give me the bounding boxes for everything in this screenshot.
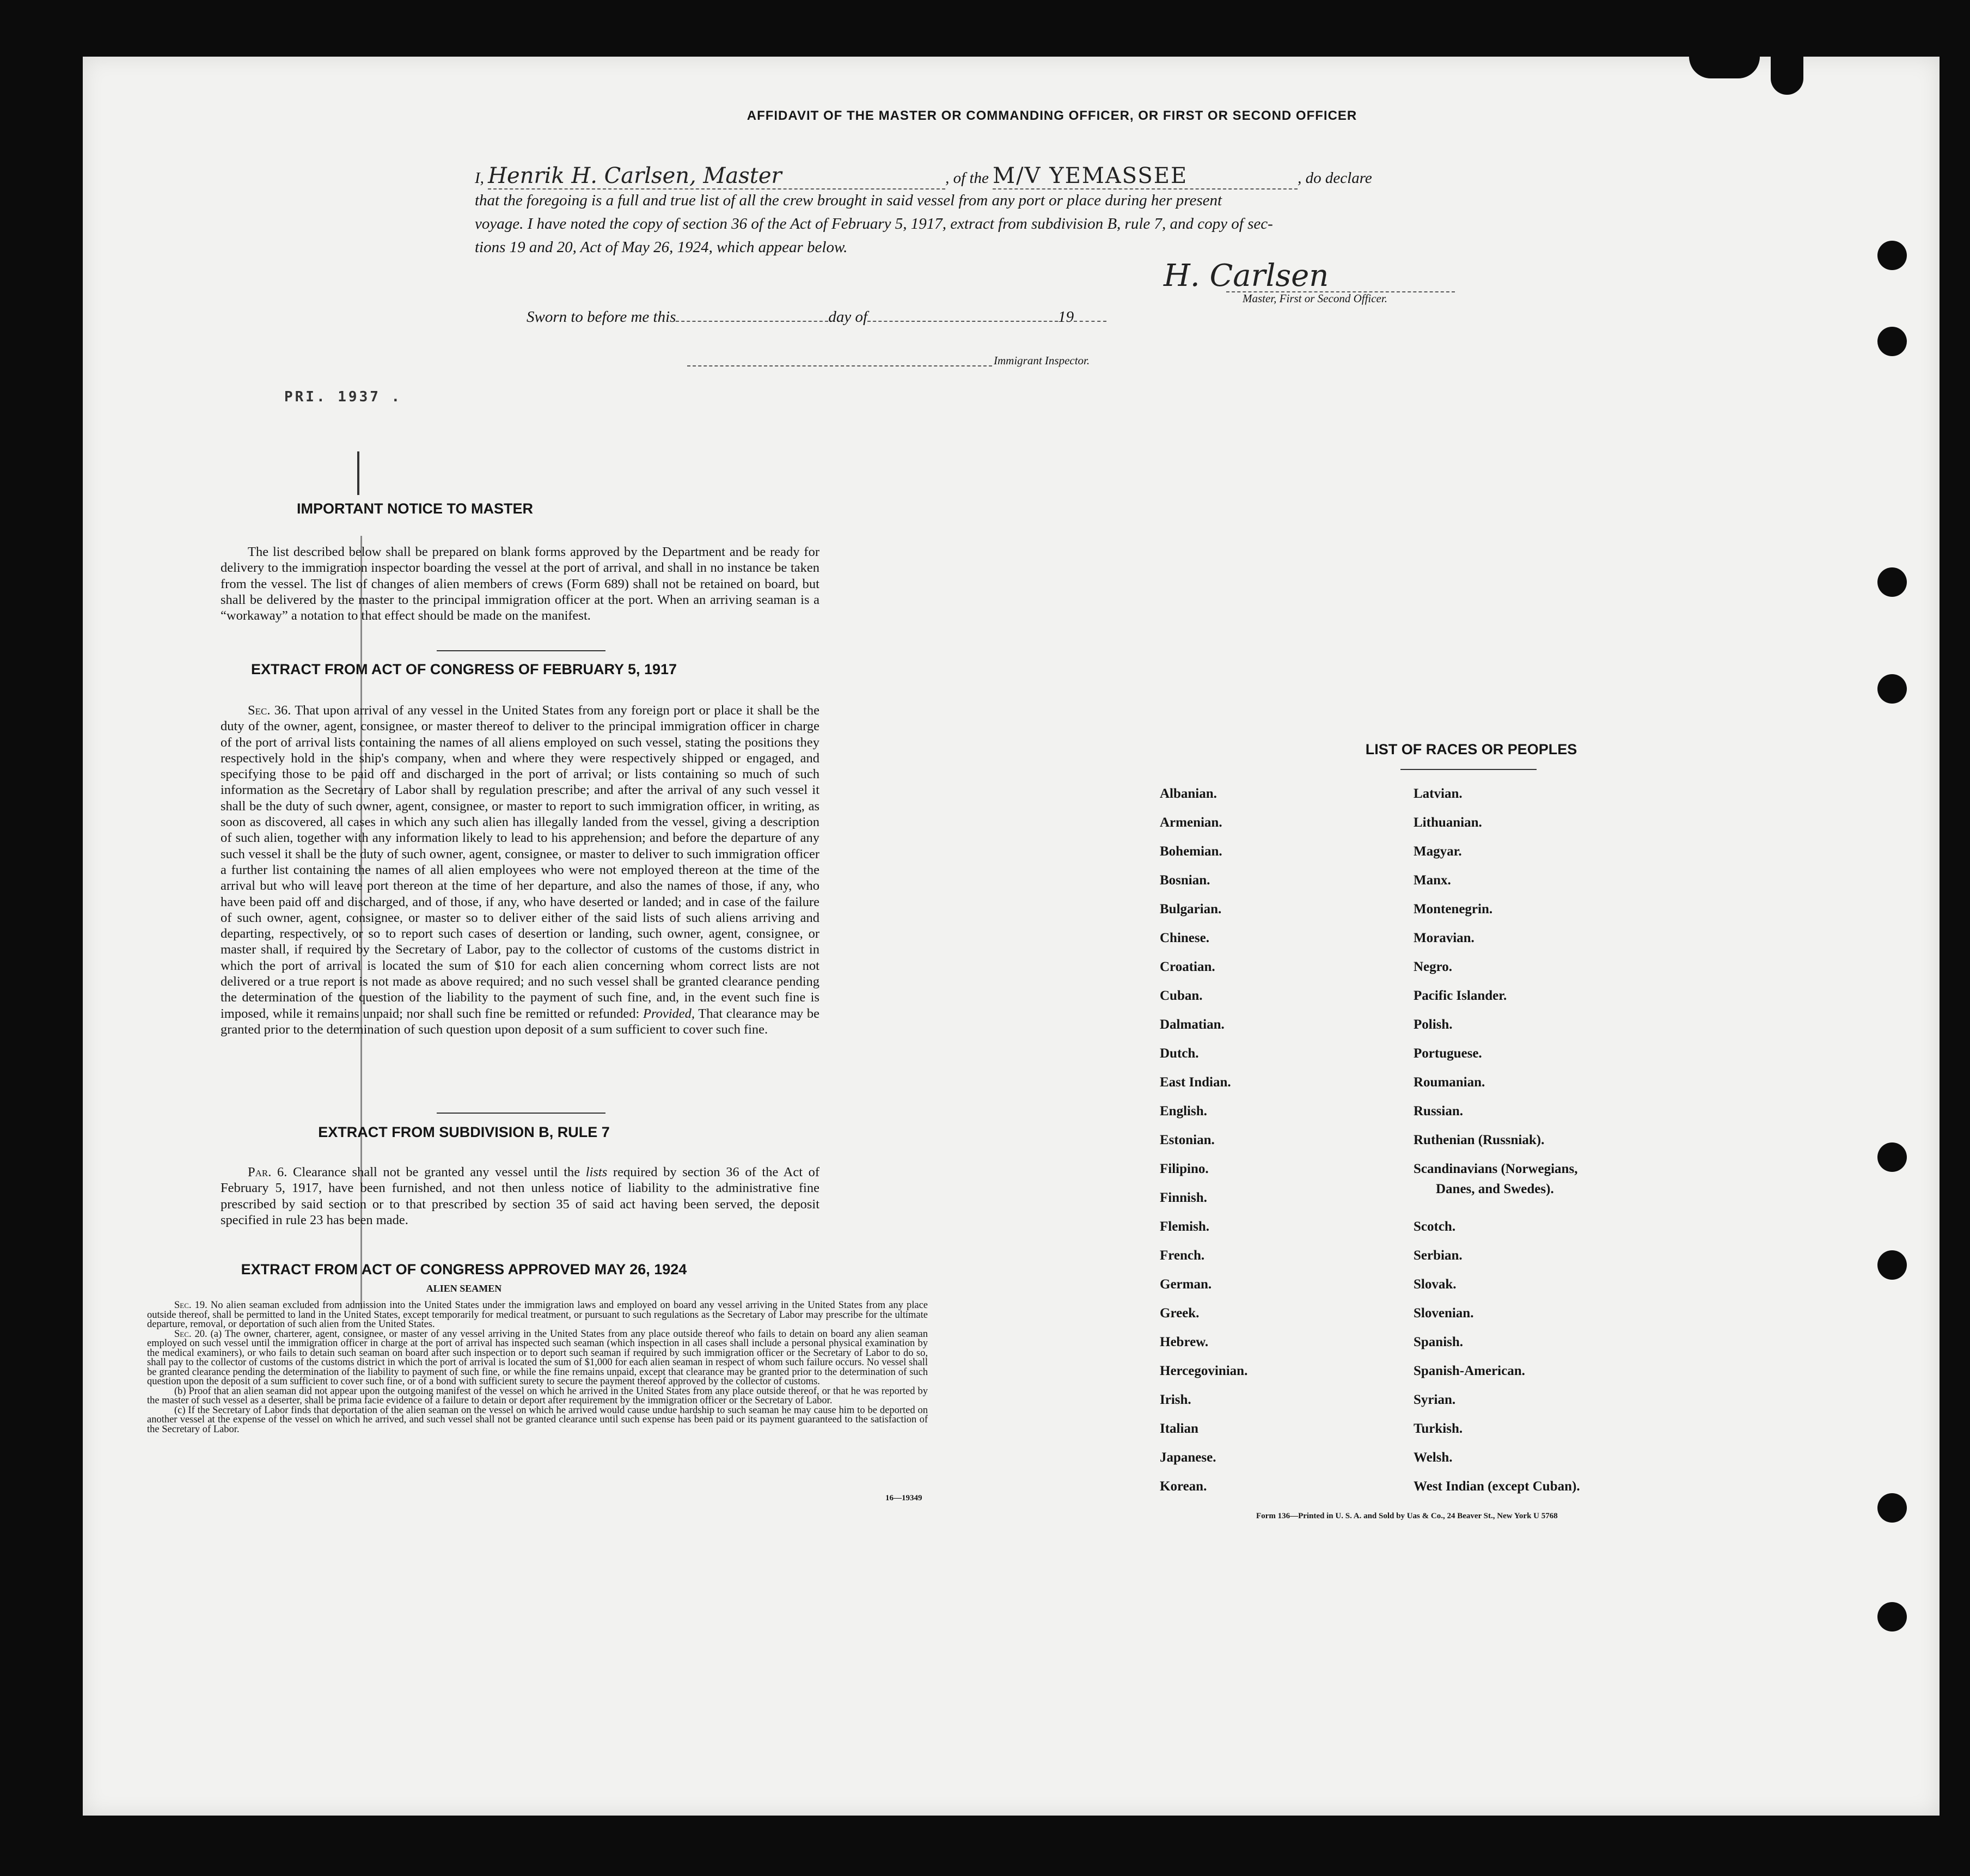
rule-7-body xyxy=(221,1164,819,1228)
punch-hole xyxy=(1877,674,1907,704)
race-item: Slovenian. xyxy=(1414,1306,1474,1321)
punch-hole xyxy=(1877,1493,1907,1523)
race-item: Polish. xyxy=(1414,1017,1453,1032)
affidavit-title: AFFIDAVIT OF THE MASTER OR COMMANDING OFFICER, OR FIRST OR SECOND OFFICER xyxy=(747,108,1357,123)
race-item: Finnish. xyxy=(1160,1190,1207,1205)
race-item: Spanish-American. xyxy=(1414,1364,1525,1378)
race-item: Lithuanian. xyxy=(1414,815,1482,830)
race-item: Filipino. xyxy=(1160,1162,1209,1176)
paragraph-6-label: Par. 6. xyxy=(248,1165,287,1180)
alien-seamen-subtitle: ALIEN SEAMEN xyxy=(426,1283,502,1294)
notice-body xyxy=(221,544,819,624)
printer-footer: Form 136—Printed in U. S. A. and Sold by Uas & Co., 24 Beaver St., New York U 5768 xyxy=(1256,1512,1558,1520)
notice-title: IMPORTANT NOTICE TO MASTER xyxy=(297,500,533,517)
affidavit-prefix: I, xyxy=(475,169,484,187)
race-item: Danes, and Swedes). xyxy=(1436,1182,1554,1196)
race-item: Moravian. xyxy=(1414,931,1475,945)
punch-hole xyxy=(1689,57,1760,78)
sworn-line xyxy=(527,308,1106,326)
section-divider xyxy=(437,650,605,651)
race-item: Bohemian. xyxy=(1160,844,1222,859)
race-item: Irish. xyxy=(1160,1392,1191,1407)
affidavit-line-4: tions 19 and 20, Act of May 26, 1924, which appear below. xyxy=(475,239,848,256)
race-item: Syrian. xyxy=(1414,1392,1456,1407)
section-19-text: No alien seaman excluded from admission into the United States under the immigration laws and employed on board any vessel arriving in the United States from any place outside thereof, shall be permitted to land in the United States, except temporarily for medical treatment, or pursuant to such regulations as the Secretary of Labor may prescribe for the ultimate departure, removal, or deportation of such alien from the United States. xyxy=(147,1300,928,1330)
race-item: Croatian. xyxy=(1160,960,1215,974)
race-item: Pacific Islander. xyxy=(1414,988,1507,1003)
punch-hole xyxy=(1877,567,1907,597)
signature-handwriting: H. Carlsen xyxy=(1164,258,1329,294)
race-item: Spanish. xyxy=(1414,1335,1464,1349)
race-item: Manx. xyxy=(1414,873,1451,888)
race-item: Ruthenian (Russniak). xyxy=(1414,1133,1545,1147)
sworn-prefix: Sworn to before me this xyxy=(527,308,676,326)
affidavit-declaration-line xyxy=(475,163,1564,190)
punch-hole xyxy=(1877,241,1907,270)
sworn-month-blank xyxy=(867,320,1058,322)
extract-1924-body xyxy=(147,1301,928,1434)
race-item: English. xyxy=(1160,1104,1207,1119)
race-item: Portuguese. xyxy=(1414,1046,1482,1061)
race-item: German. xyxy=(1160,1277,1212,1292)
race-item: Slovak. xyxy=(1414,1277,1457,1292)
punch-hole xyxy=(1877,1142,1907,1172)
form-code: 16—19349 xyxy=(885,1494,922,1502)
section-36-label: Sec. 36. xyxy=(248,703,291,718)
race-item: Hebrew. xyxy=(1160,1335,1209,1349)
notice-text: The list described below shall be prepared on blank forms approved by the Department and be ready for delivery to the immigration inspector boarding the vessel at the port of arrival, and shall in no instance be taken from the vessel. The list of changes of alien members of crews (Form 689) shall not be retained on board, but shall be delivered by the master to the principal immigration officer at the port. When an arriving seaman is a “workaway” a notation to that effect should be made on the manifest. xyxy=(221,545,819,624)
sworn-year-blank xyxy=(1074,320,1106,322)
race-item: Montenegrin. xyxy=(1414,902,1493,916)
do-declare-label: , do declare xyxy=(1298,169,1372,187)
section-20a xyxy=(147,1330,928,1387)
section-20-label: Sec. 20. xyxy=(174,1328,207,1340)
section-19-label: Sec. 19. xyxy=(174,1300,207,1311)
punch-hole xyxy=(1877,1250,1907,1280)
race-item: West Indian (except Cuban). xyxy=(1414,1479,1580,1494)
vessel-name-handwriting: M/V YEMASSEE xyxy=(993,163,1298,190)
section-20a-text: (a) The owner, charterer, agent, consignee, or master of any vessel arriving in the United States from any place outside thereof who fails to detain on board any alien seaman employed on such vessel until the immigration officer in charge at the port of arrival has inspected such seaman (which inspection in all cases shall include a personal physical examination by the medical examiners), or who fails to detain such seaman on board after such inspection or to deport such seaman if required by such immigration officer or the Secretary of Labor to do so, shall pay to the collector of customs of the customs district in which the port of arrival is located the sum of $1,000 for each alien seaman in respect of whom such failure occurs. No vessel shall be granted clearance pending the determination of the liability to payment of such fine, or while the fine remains unpaid, except that clearance may be granted prior to the determination of such question upon the deposit of a sum sufficient to cover such fine, or of a bond with sufficient surety to secure the payment thereof approved by the collector of customs. xyxy=(147,1328,928,1387)
race-item: Latvian. xyxy=(1414,786,1463,801)
race-item: Scotch. xyxy=(1414,1219,1456,1234)
race-item: French. xyxy=(1160,1248,1205,1263)
race-item: Bulgarian. xyxy=(1160,902,1222,916)
race-item: Albanian. xyxy=(1160,786,1217,801)
races-title: LIST OF RACES OR PEOPLES xyxy=(1365,741,1577,757)
race-item: Roumanian. xyxy=(1414,1075,1485,1090)
master-name-handwriting: Henrik H. Carlsen, Master xyxy=(488,163,945,190)
paragraph-6-text-end: required by section 36 of the Act of February 5, 1917, have been furnished, and not then unless notice of liability to the administrative fine prescribed by said section or to that prescribed by section 35 of said act having been served, the deposit specified in rule 23 has been made. xyxy=(221,1165,820,1227)
extract-1924-title: EXTRACT FROM ACT OF CONGRESS APPROVED MAY 26, 1924 xyxy=(241,1261,687,1278)
paragraph-6-text: Clearance shall not be granted any vessel until the xyxy=(293,1165,580,1180)
sworn-day-label: day of xyxy=(828,308,868,326)
sworn-year-label: 19 xyxy=(1058,308,1074,326)
punch-hole xyxy=(1877,1602,1907,1631)
stamp-fragment: PRI. 1937 . xyxy=(284,389,402,405)
race-item: Chinese. xyxy=(1160,931,1209,945)
lists-word: lists xyxy=(585,1165,608,1180)
race-item: Scandinavians (Norwegians, xyxy=(1414,1162,1578,1176)
section-20b: (b) Proof that an alien seaman did not appear upon the outgoing manifest of the vessel on which he arrived in the United States from any place outside thereof, or that he was reported by the master of such vessel as a deserter, shall be prima facie evidence of a failure to detain or deport after requirement by the immigration officer or the Secretary of Labor. xyxy=(147,1385,928,1406)
section-divider xyxy=(437,1113,605,1114)
affidavit-line-3: voyage. I have noted the copy of section 36 of the Act of February 5, 1917, extract from subdivision B, rule 7, and copy of sec- xyxy=(475,215,1273,233)
race-item: Italian xyxy=(1160,1421,1198,1436)
of-the-label: , of the xyxy=(945,169,989,187)
pen-mark xyxy=(357,451,359,495)
document-page xyxy=(83,57,1940,1816)
race-item: Dalmatian. xyxy=(1160,1017,1225,1032)
rule-7-title: EXTRACT FROM SUBDIVISION B, RULE 7 xyxy=(318,1124,610,1140)
inspector-caption: Immigrant Inspector. xyxy=(994,354,1090,367)
section-36-text-end: That clearance may be granted prior to the determination of such question upon deposit of a sum sufficient to cover such fine. xyxy=(221,1006,820,1037)
extract-1917-title: EXTRACT FROM ACT OF CONGRESS OF FEBRUARY 5, 1917 xyxy=(250,661,677,677)
punch-hole xyxy=(1877,327,1907,356)
section-36-text: That upon arrival of any vessel in the United States from any foreign port or place it shall be the duty of the owner, agent, consignee, or master thereof to deliver to the principal immigration officer in charge of the port of arrival lists containing the names of all aliens employed on such vessel, stating the positions they respectively hold in the ship's company, when and where they were respectively shipped or engaged, and specifying those to be paid off and discharged in the port of arrival; or lists containing so much of such information as the Secretary of Labor shall by regulation prescribe; and after the arrival of any such vessel it shall be the duty of such owner, agent, consignee, or master to report to such immigration officer, in writing, as soon as discovered, all cases in which any such alien has illegally landed from the vessel, giving a description of such alien, together with any information likely to lead to his apprehension; and before the departure of any such vessel it shall be the duty of such owner, agent, consignee, or master to deliver to such immigration officer a further list containing the names of all alien employees who were not employed thereon at the time of the arrival but who will leave port thereon at the time of her departure, and also the names of those, if any, who have been paid off and discharged, and of those, if any, who have deserted or landed; and in case of the failure of such owner, agent, consignee, or master so to deliver either of the said lists of such aliens arriving and departing, respectively, or so to report such cases of desertion or landing, such owner, agent, consignee, or master shall, if required by the Secretary of Labor, pay to the collector of customs of the customs district in which the port of arrival is located the sum of $10 for each alien concerning whom correct lists are not delivered or a true report is not made as above required; and no such vessel shall be granted clearance pending the determination of the question of the liability to the payment of such fine, and, in the event such fine is imposed, while it remains unpaid; nor shall such fine be remitted or refunded: xyxy=(221,703,819,1021)
sworn-day-blank xyxy=(676,320,828,322)
race-item: Dutch. xyxy=(1160,1046,1199,1061)
race-item: Armenian. xyxy=(1160,815,1222,830)
race-item: Greek. xyxy=(1160,1306,1200,1321)
affidavit-line-2: that the foregoing is a full and true list of all the crew brought in said vessel from any port or place during her present xyxy=(475,192,1222,209)
race-item: Cuban. xyxy=(1160,988,1203,1003)
race-item: Korean. xyxy=(1160,1479,1207,1494)
race-item: Magyar. xyxy=(1414,844,1462,859)
race-item: Negro. xyxy=(1414,960,1453,974)
provided-word: Provided, xyxy=(643,1006,695,1021)
extract-1917-body xyxy=(221,702,819,1037)
punch-hole xyxy=(1771,57,1803,95)
race-item: Russian. xyxy=(1414,1104,1464,1119)
signature-caption: Master, First or Second Officer. xyxy=(1243,292,1387,305)
inspector-line xyxy=(687,365,992,366)
race-item: Bosnian. xyxy=(1160,873,1210,888)
races-title-underline xyxy=(1400,769,1537,770)
race-item: Estonian. xyxy=(1160,1133,1215,1147)
race-item: Welsh. xyxy=(1414,1450,1453,1465)
race-item: Japanese. xyxy=(1160,1450,1216,1465)
race-item: Flemish. xyxy=(1160,1219,1209,1234)
race-item: East Indian. xyxy=(1160,1075,1231,1090)
race-item: Turkish. xyxy=(1414,1421,1463,1436)
section-19 xyxy=(147,1301,928,1330)
section-20c: (c) If the Secretary of Labor finds that deportation of the alien seaman on the vessel on which he arrived would cause undue hardship to such seaman he may cause him to be deported on another vessel at the expense of the vessel on which he arrived, and such vessel shall not be granted clearance until such expense has been paid or its payment guaranteed to the satisfaction of the Secretary of Labor. xyxy=(147,1404,928,1435)
race-item: Serbian. xyxy=(1414,1248,1463,1263)
race-item: Hercegovinian. xyxy=(1160,1364,1248,1378)
